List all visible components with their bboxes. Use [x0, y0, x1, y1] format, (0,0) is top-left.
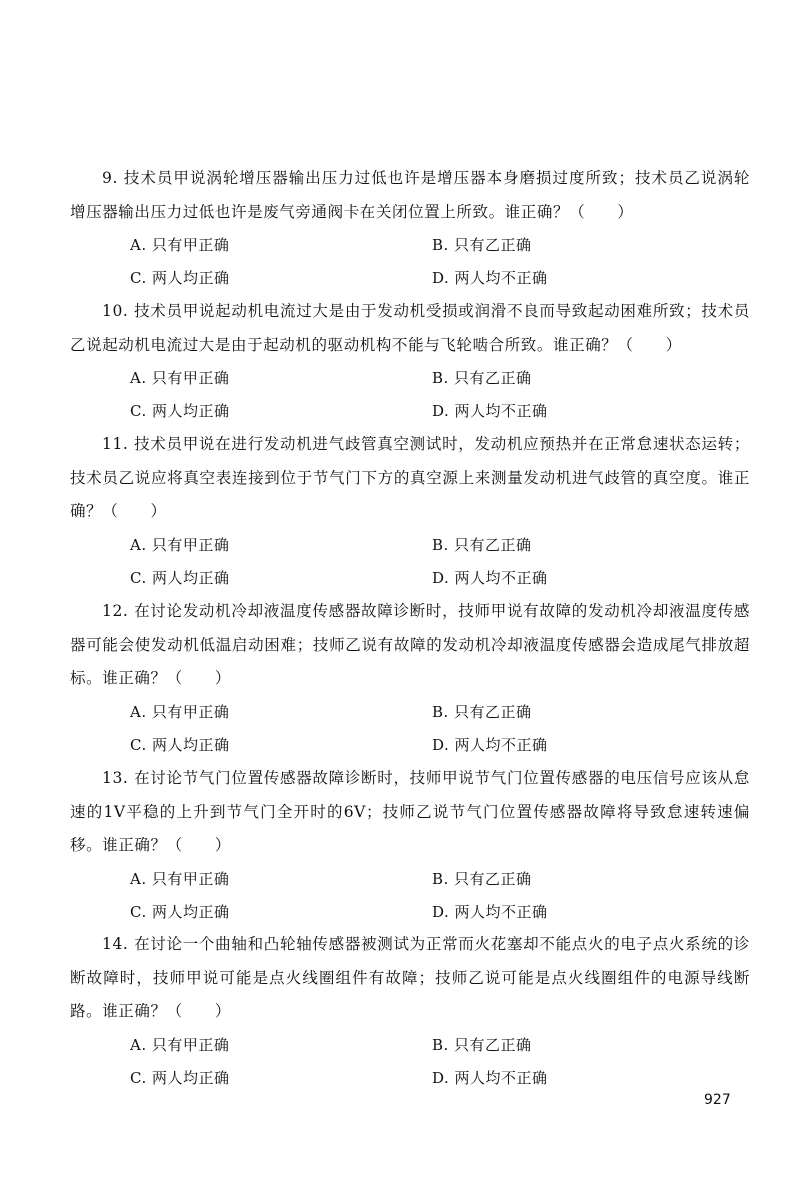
question-9	[70, 162, 750, 296]
option-a: A. 只有甲正确	[130, 236, 230, 254]
option-d: D. 两人均不正确	[432, 402, 548, 421]
options-grid	[130, 863, 750, 930]
question-stem: 11. 技术员甲说在进行发动机进气歧管真空测试时，发动机应预热并在正常怠速状态运转；技术员乙说应将真空表连接到位于节气门下方的真空源上来测量发动机进气歧管的真空度。谁正确？（ ）	[70, 435, 750, 520]
option-c: C. 两人均正确	[130, 402, 230, 421]
question-13	[70, 762, 750, 929]
option-d: D. 两人均不正确	[432, 1068, 548, 1087]
option-c: C. 两人均正确	[130, 902, 230, 921]
option-b: B. 只有乙正确	[432, 369, 532, 387]
option-b: B. 只有乙正确	[432, 869, 532, 888]
question-11	[70, 428, 750, 595]
question-stem: 10. 技术员甲说起动机电流过大是由于发动机受损或润滑不良而导致起动困难所致；技术员乙说起动机电流过大是由于起动机的驱动机构不能与飞轮啮合所致。谁正确？（ ）	[70, 302, 750, 354]
question-stem: 9. 技术员甲说涡轮增压器输出压力过低也许是增压器本身磨损过度所致；技术员乙说涡轮增压器输出压力过低也许是废气旁通阀卡在关闭位置上所致。谁正确？（ ）	[70, 169, 750, 221]
page-number: 927	[704, 1092, 731, 1108]
question-stem: 12. 在讨论发动机冷却液温度传感器故障诊断时，技师甲说有故障的发动机冷却液温度传感器可能会使发动机低温启动困难；技师乙说有故障的发动机冷却液温度传感器会造成尾气排放超标。谁正确？（ ）	[70, 602, 750, 687]
option-c: C. 两人均正确	[130, 269, 230, 288]
option-d: D. 两人均不正确	[432, 902, 548, 921]
option-b: B. 只有乙正确	[432, 702, 532, 721]
option-b: B. 只有乙正确	[432, 535, 532, 554]
option-c: C. 两人均正确	[130, 735, 230, 754]
question-14	[70, 928, 750, 1095]
option-d: D. 两人均不正确	[432, 269, 548, 288]
option-c: C. 两人均正确	[130, 568, 230, 587]
option-d: D. 两人均不正确	[432, 568, 548, 587]
option-a: A. 只有甲正确	[130, 869, 230, 888]
options-grid	[130, 529, 750, 596]
options-grid	[130, 696, 750, 763]
question-stem: 14. 在讨论一个曲轴和凸轮轴传感器被测试为正常而火花塞却不能点火的电子点火系统的诊断故障时，技师甲说可能是点火线圈组件有故障；技师乙说可能是点火线圈组件的电源导线断路。谁正确？（ ）	[70, 935, 750, 1020]
option-d: D. 两人均不正确	[432, 735, 548, 754]
options-grid	[130, 229, 750, 296]
options-grid	[130, 362, 750, 429]
question-12	[70, 595, 750, 762]
option-a: A. 只有甲正确	[130, 702, 230, 721]
option-a: A. 只有甲正确	[130, 1035, 230, 1054]
option-b: B. 只有乙正确	[432, 1035, 532, 1054]
option-a: A. 只有甲正确	[130, 369, 230, 387]
question-10	[70, 295, 750, 429]
question-stem: 13. 在讨论节气门位置传感器故障诊断时，技师甲说节气门位置传感器的电压信号应该从怠速的1V平稳的上升到节气门全开时的6V；技师乙说节气门位置传感器故障将导致怠速转速偏移。谁正确？（ ）	[70, 769, 750, 854]
option-b: B. 只有乙正确	[432, 236, 532, 254]
option-a: A. 只有甲正确	[130, 535, 230, 554]
options-grid	[130, 1029, 750, 1096]
option-c: C. 两人均正确	[130, 1068, 230, 1087]
